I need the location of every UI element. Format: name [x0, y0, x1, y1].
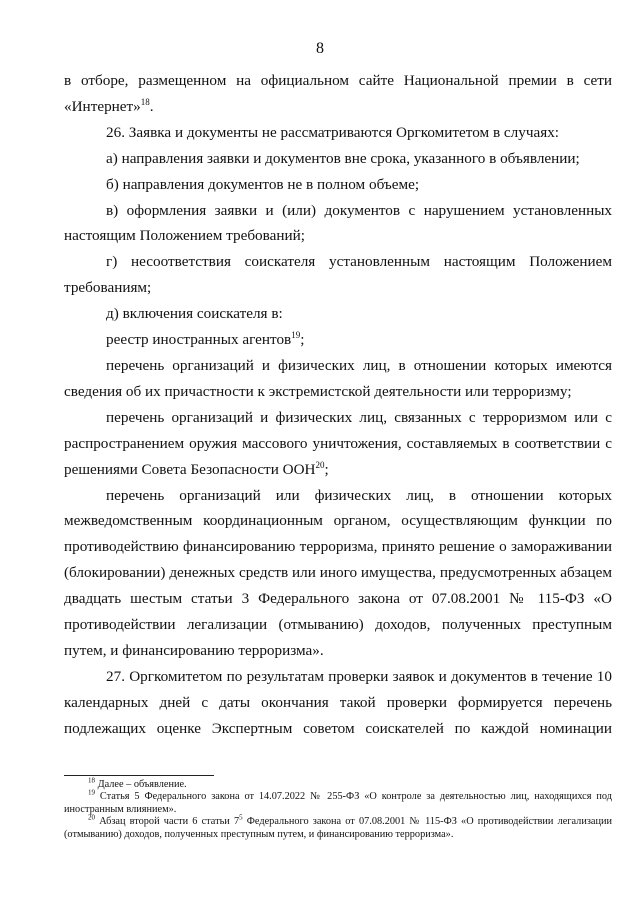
footnote-ref-18: 18 [140, 96, 150, 107]
footnote-20: $^{20}$ Абзац второй части 6 статьи $7^5$ Федерального закона от 07.08.2001 № 115-ФЗ «О противодействии легализации (отмыванию) доходов, полученных преступным путем, и финансированию терроризма». [64, 813, 612, 840]
paragraph-26: 26. Заявка и документы не рассматриваются Оргкомитетом в случаях: [106, 123, 560, 141]
footnote-18: $^{18}$ Далее – объявление. [88, 776, 187, 790]
footnote-separator [64, 775, 214, 776]
footnote-ref-20: 20 [315, 459, 325, 470]
item-a: а) направления заявки и документов вне срока, указанного в объявлении; [106, 149, 580, 167]
extremism-list: перечень организаций и физических лиц, в отношении которых имеются сведения об их причастности к экстремистской деятельности или терроризму; [64, 356, 612, 400]
item-v: в) оформления заявки и (или) документов с нарушением установленных настоящим Положением требований; [64, 201, 612, 245]
body-text [64, 68, 612, 742]
footnote-19: $^{19}$ Статья 5 Федерального закона от 14.07.2022 № 255-ФЗ «О контроле за деятельностью лиц, находящихся под иностранным влиянием». [64, 788, 613, 815]
un-sanctions-list: перечень организаций и физических лиц, связанных с терроризмом или с распространением оружия массового уничтожения, составляемых в соответствии с решениями Совета Безопасности ООН$^{20}$; [64, 408, 612, 478]
item-g: г) несоответствия соискателя установленным настоящим Положением требованиям; [64, 253, 612, 297]
footnote-ref-19: 19 [291, 330, 301, 340]
item-b: б) направления документов не в полном объеме; [106, 175, 420, 193]
item-d: д) включения соискателя в: [106, 305, 283, 323]
page-number: 8 [316, 40, 324, 57]
foreign-agents-registry: реестр иностранных агентов$^{19}$; [106, 330, 305, 349]
asset-freeze-list: перечень организаций или физических лиц, в отношении которых межведомственным координационным органом, осуществляющим функции по противодействию финансированию терроризма, принято решение о замораживании (блокировании) денежных средств или иного имущества, предусмотренных абзацем двадцать шестым статьи 3 Федерального закона от 07.08.2001 № 115-ФЗ «О противодействии легализации (отмыванию) доходов, полученных преступным путем, и финансированию терроризма». [64, 486, 612, 659]
paragraph-1: в отборе, размещенном на официальном сайте Национальной премии в сети «Интернет»$^{18}$. [64, 72, 612, 115]
footnotes [64, 776, 613, 841]
paragraph-27: 27. Оргкомитетом по результатам проверки заявок и документов в течение 10 календарных дней с даты окончания такой проверки формируется перечень подлежащих оценке Экспертным советом соискателей по каждой номинации [64, 667, 612, 737]
